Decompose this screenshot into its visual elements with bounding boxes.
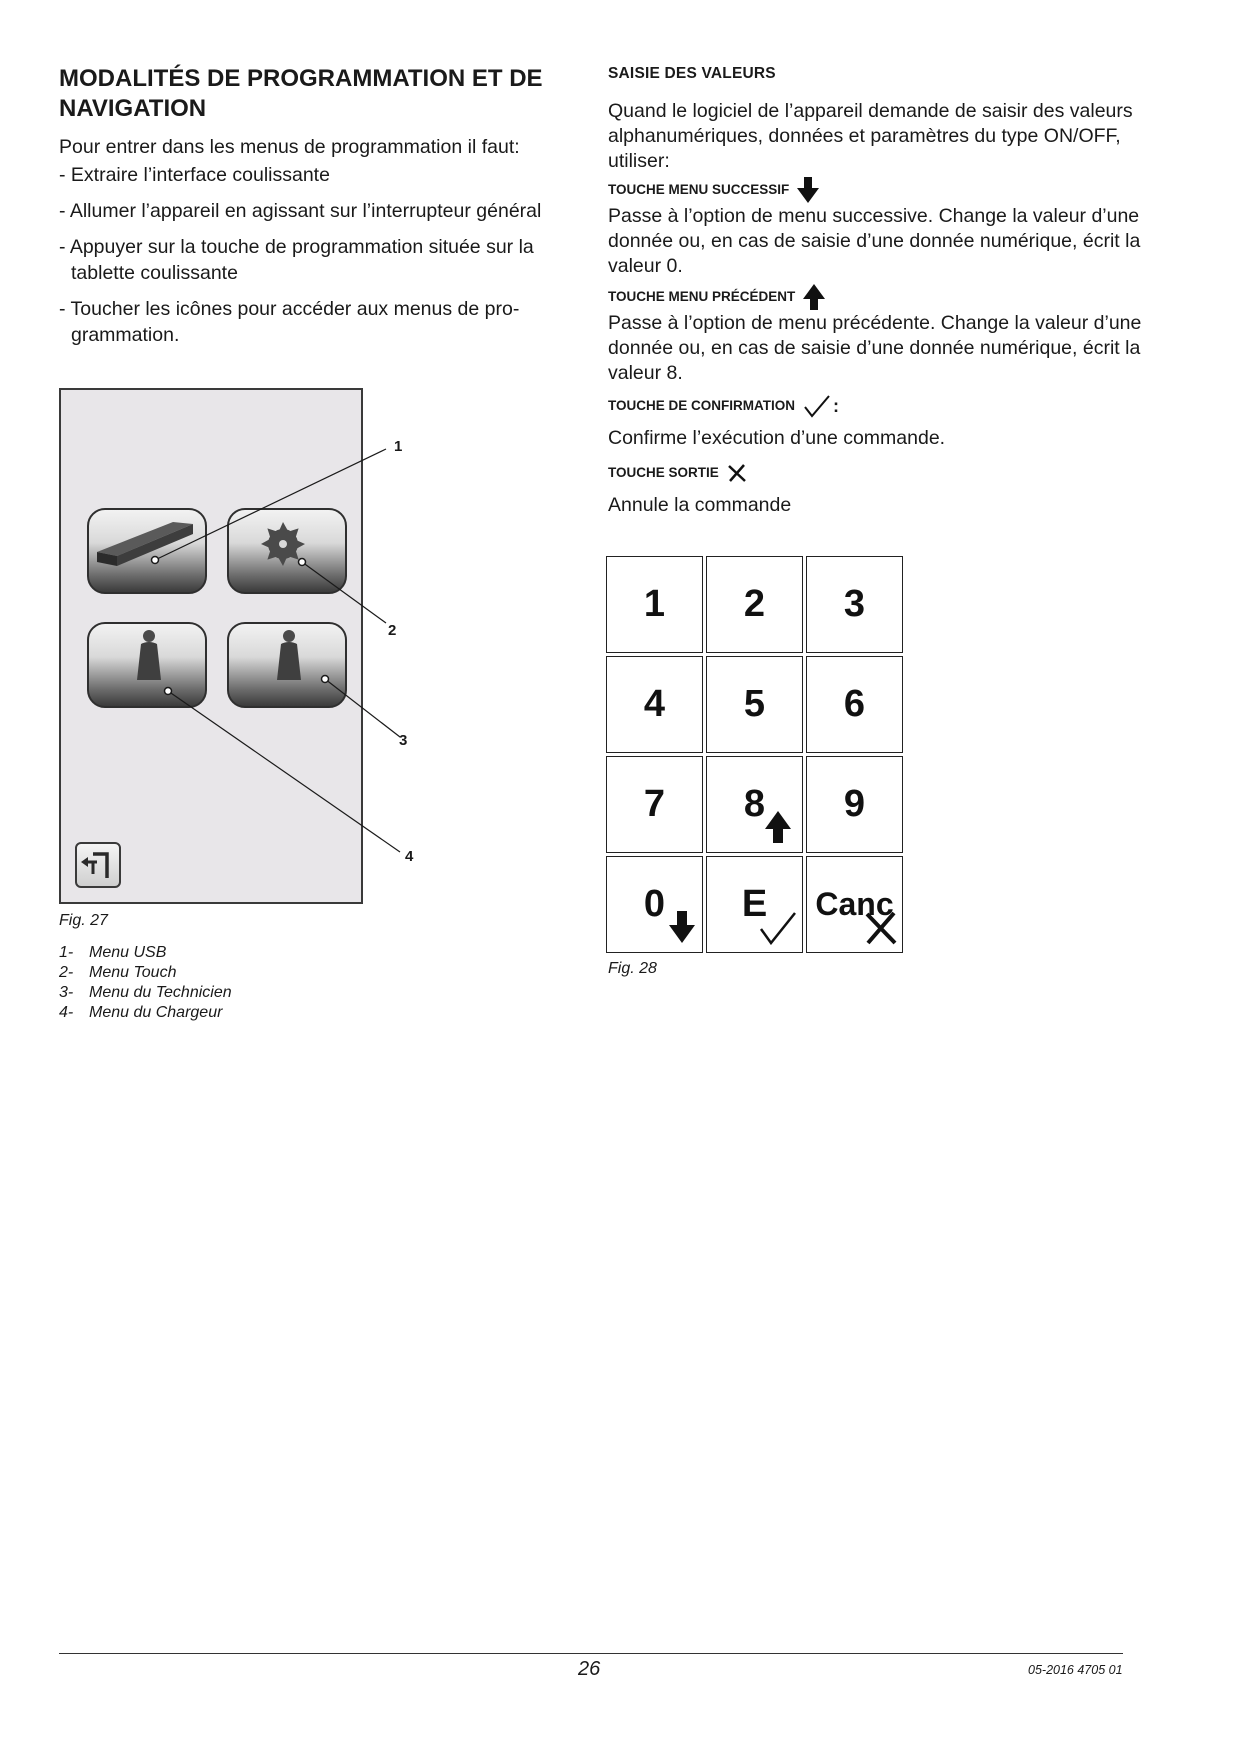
key-description: Passe à l’option de menu successive. Change la valeur d’une donnée ou, en cas de saisie d’une donnée numérique, écrit la valeur 0. <box>608 205 1141 277</box>
arrow-down-icon <box>797 177 819 203</box>
key-description: Annule la commande <box>608 494 792 516</box>
cross-icon <box>727 464 747 482</box>
key-heading-next: TOUCHE MENU SUCCESSIF <box>608 176 1168 204</box>
figure-caption: Fig. 27 <box>59 912 108 929</box>
legend-item: 1- Menu USB <box>59 944 167 961</box>
section-title: MODALITÉS DE PROGRAMMATION ET DE NAVIGATION <box>59 65 543 122</box>
callout-number: 4 <box>405 848 414 865</box>
checkmark-icon <box>803 394 831 418</box>
key-6[interactable]: 6 <box>806 656 903 753</box>
document-code: 05-2016 4705 01 <box>1028 1663 1123 1677</box>
legend-item: 4- Menu du Chargeur <box>59 1004 223 1021</box>
key-5[interactable]: 5 <box>706 656 803 753</box>
intro-text: Pour entrer dans les menus de programmation il faut: <box>59 136 520 158</box>
arrow-down-icon <box>669 911 695 943</box>
legend-item: 2- Menu Touch <box>59 964 177 981</box>
numeric-keypad <box>606 556 903 954</box>
key-cancel[interactable]: Canc <box>806 856 903 953</box>
callout-number: 1 <box>394 438 403 455</box>
key-7[interactable]: 7 <box>606 756 703 853</box>
step-item: - Extraire l’interface coulissante <box>59 164 330 186</box>
key-description: Confirme l’exécution d’une commande. <box>608 427 946 449</box>
legend-item: 3- Menu du Technicien <box>59 984 232 1001</box>
key-heading-exit: TOUCHE SORTIE <box>608 459 1168 487</box>
key-heading-prev: TOUCHE MENU PRÉCÉDENT <box>608 283 1168 311</box>
figure-caption: Fig. 28 <box>608 960 657 977</box>
key-4[interactable]: 4 <box>606 656 703 753</box>
step-item: - Toucher les icônes pour accéder aux menus de pro-grammation. <box>59 298 520 346</box>
values-intro: Quand le logiciel de l’appareil demande de saisir des valeurs alphanumériques, données et paramètres du type ON/OFF, utiliser: <box>608 100 1133 172</box>
key-description: Passe à l’option de menu précédente. Change la valeur d’une donnée ou, en cas de saisie d’une donnée numérique, écrit la valeur 8. <box>608 312 1142 384</box>
cross-icon <box>863 911 899 945</box>
page-number: 26 <box>578 1658 601 1680</box>
step-item: - Allumer l’appareil en agissant sur l’interrupteur général <box>59 200 542 222</box>
footer-divider <box>59 1653 1123 1654</box>
arrow-up-icon <box>803 284 825 310</box>
values-section-title: SAISIE DES VALEURS <box>608 65 776 82</box>
arrow-up-icon <box>765 811 791 843</box>
step-item: - Appuyer sur la touche de programmation située sur la tablette coulissante <box>59 236 534 284</box>
key-2[interactable]: 2 <box>706 556 803 653</box>
key-9[interactable]: 9 <box>806 756 903 853</box>
key-enter[interactable]: E <box>706 856 803 953</box>
key-heading-confirm: TOUCHE DE CONFIRMATION : <box>608 396 839 416</box>
key-1[interactable]: 1 <box>606 556 703 653</box>
right-column <box>608 64 1168 518</box>
key-0[interactable]: 0 <box>606 856 703 953</box>
figure-legend <box>59 943 232 1023</box>
callout-number: 2 <box>388 622 397 639</box>
callout-number: 3 <box>399 732 408 749</box>
key-8[interactable]: 8 <box>706 756 803 853</box>
checkmark-icon <box>759 911 797 945</box>
key-3[interactable]: 3 <box>806 556 903 653</box>
